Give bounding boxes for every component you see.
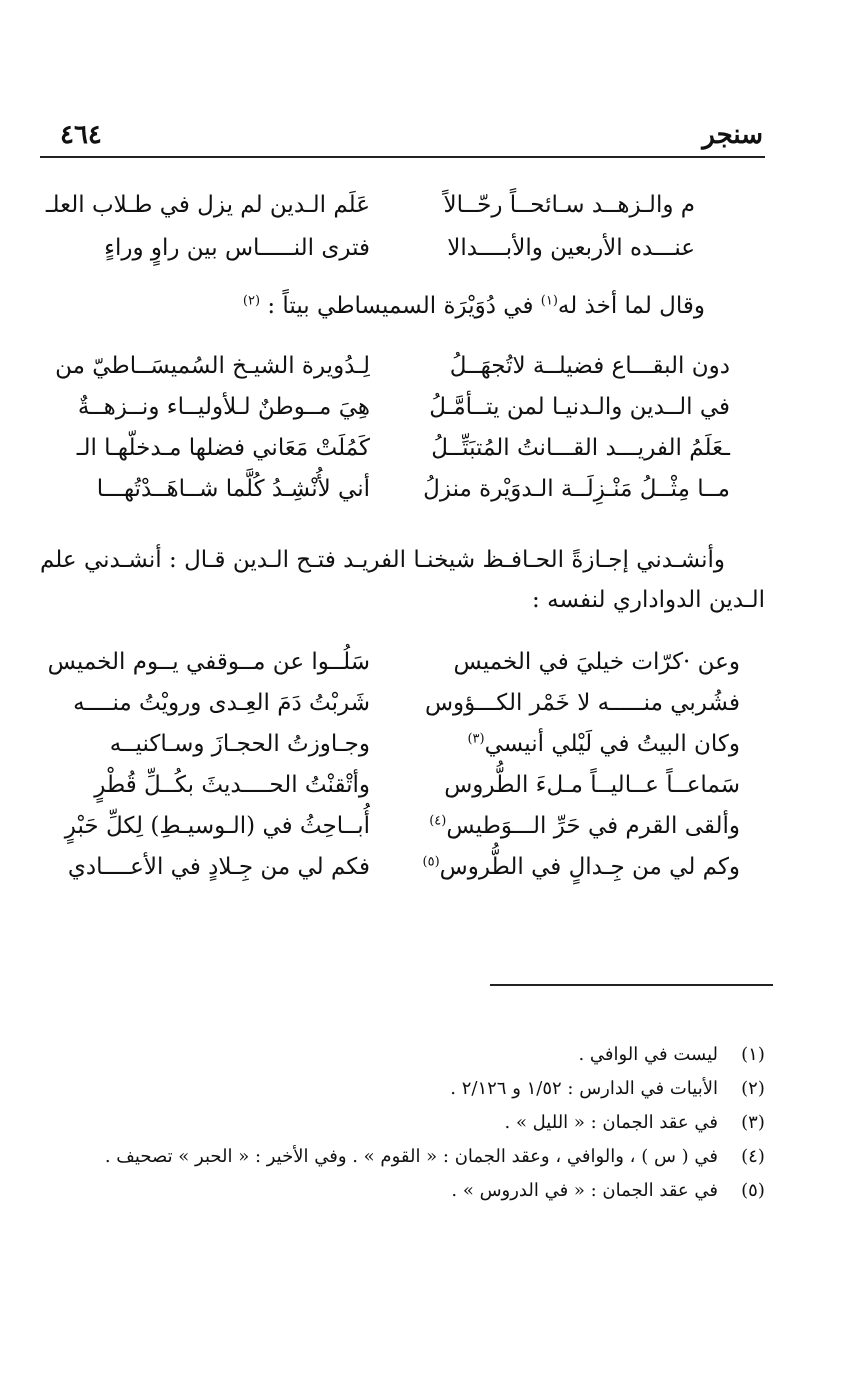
verse-second-hemistich: مــا مِثْــلُ مَنْـزِلَــة الـدوَيْرة منزلُ xyxy=(423,476,730,502)
verse-second-hemistich: في الــدين والـدنيـا لمن يتــأمَّـلُ xyxy=(429,394,730,420)
verse xyxy=(40,642,765,683)
verse-second-hemistich xyxy=(395,847,740,888)
page-number: ٤٦٤ xyxy=(60,120,102,150)
verse-second-hemistich xyxy=(395,724,740,765)
verse-second-hemistich xyxy=(395,642,740,683)
footnote-text: في عقد الجمان : « الليل » . xyxy=(504,1112,718,1133)
intro-paragraph-2 xyxy=(40,286,765,326)
running-head: سنجر xyxy=(702,120,763,150)
verse xyxy=(40,765,765,806)
hemistich-text: فشُربي منـــــه لا خَمْر الكـــؤوس xyxy=(424,690,740,716)
hemistich-text: وكم لي من جِـدالٍ في الطُّروس xyxy=(439,854,740,880)
intro-text: وقال لما أخذ له xyxy=(557,293,705,319)
footnote-ref: (٢) xyxy=(242,293,261,309)
verse xyxy=(40,346,765,387)
footnote-text: ليست في الوافي . xyxy=(578,1044,718,1065)
verse-first-hemistich: أني لأُنْشِـدُ كُلَّما شــاهَــدْتُهـــا xyxy=(96,476,370,502)
verse-second-hemistich xyxy=(395,683,740,724)
verse-first-hemistich: سَلُــوا عن مــوقفي يــوم الخميس xyxy=(47,649,370,675)
verse xyxy=(40,184,765,227)
verse xyxy=(40,469,765,510)
footnote-number: (٥) xyxy=(741,1180,765,1201)
footnote-number: (٤) xyxy=(741,1146,765,1167)
verse-second-hemistich: عنـــده الأربعين والأبــــدالا xyxy=(447,235,695,261)
footnote-text: في ( س ) ، والوافي ، وعقد الجمان : « القوم » . وفي الأخير : « الحبر » تصحيف . xyxy=(104,1146,718,1167)
hemistich-text: وألقى القرم في حَرِّ الـــوَطيس xyxy=(446,813,740,839)
footnote-ref: (٥) xyxy=(422,854,440,870)
verse-first-hemistich: فكم لي من جِـلادٍ في الأعــــادي xyxy=(67,854,370,880)
intro-text: في دُوَيْرَة السميساطي بيتاً : xyxy=(267,293,541,319)
verse-first-hemistich: وجـاوزتُ الحجـازَ وسـاكنيــه xyxy=(109,731,370,757)
verse-first-hemistich: هِيَ مــوطنٌ لـلأوليــاء ونــزهــةٌ xyxy=(77,394,370,420)
verse-second-hemistich xyxy=(395,765,740,806)
footnotes xyxy=(40,1038,773,1208)
verse-first-hemistich: لِـدُويرة الشيـخ السُميسَــاطيّ من xyxy=(55,353,370,379)
verse-second-hemistich: دون البقـــاع فضيلــة لاتُجهَــلُ xyxy=(449,353,730,379)
page-header xyxy=(40,118,765,158)
hemistich-text: وكان البيتُ في لَيْلي أنيسي xyxy=(484,731,740,757)
poem-3 xyxy=(40,642,765,888)
footnote xyxy=(40,1106,773,1140)
footnote xyxy=(40,1174,773,1208)
poem-2 xyxy=(40,346,765,510)
verse xyxy=(40,227,765,270)
footnote-text: في عقد الجمان : « في الدروس » . xyxy=(451,1180,718,1201)
footnote xyxy=(40,1038,773,1072)
footnote xyxy=(40,1072,773,1106)
footnote-number: (٢) xyxy=(741,1078,765,1099)
verse-second-hemistich: ـعَلَمُ الفريـــد القـــانتُ المُتبَتِّــلُ xyxy=(431,435,730,461)
verse-second-hemistich: م والـزهــد سـائحــاً رحّــالاً xyxy=(443,192,695,218)
verse-first-hemistich: شَربْتُ دَمَ العِـدى ورويْتُ منــــه xyxy=(73,690,370,716)
intro-paragraph-3: وأنشـدني إجـازةً الحـافـظ شيخنـا الفريـد فتـح الـدين قـال : أنشـدني علم الـدين الدواداري لنفسه : xyxy=(40,547,765,613)
verse-first-hemistich: عَلَم الـدين لم يزل في طـلاب العلـ xyxy=(45,192,370,218)
footnote-separator xyxy=(490,984,773,986)
verse-second-hemistich xyxy=(395,806,740,847)
hemistich-text: وعن ·كرّات خيليَ في الخميس xyxy=(453,649,740,675)
verse xyxy=(40,724,765,765)
hemistich-text: سَماعــاً عــاليــاً مـلءَ الطُّروس xyxy=(444,772,740,798)
footnote-number: (٣) xyxy=(741,1112,765,1133)
verse-first-hemistich: أُبــاحِثُ في (الـوسيـطِ) لِكلِّ حَبْرٍ xyxy=(64,813,370,839)
footnote-ref: (٤) xyxy=(429,813,447,829)
footnote-text: الأبيات في الدارس : ١/٥٢ و ٢/١٢٦ . xyxy=(450,1078,718,1099)
verse xyxy=(40,428,765,469)
verse xyxy=(40,806,765,847)
verse xyxy=(40,847,765,888)
footnote-ref: (٣) xyxy=(467,731,485,747)
footnote xyxy=(40,1140,773,1174)
footnote-number: (١) xyxy=(741,1044,765,1065)
poem-1 xyxy=(40,184,765,270)
verse-first-hemistich: كَمُلَتْ مَعَاني فضلها مـدخلّهـا الـ xyxy=(76,435,370,461)
verse-first-hemistich: وأتْقنْتُ الحــــديثَ بكُــلِّ قُطْرٍ xyxy=(94,772,370,798)
verse xyxy=(40,387,765,428)
footnote-ref: (١) xyxy=(540,293,558,309)
verse xyxy=(40,683,765,724)
verse-first-hemistich: فترى النـــــاس بين راوٍ وراءٍ xyxy=(104,235,370,261)
